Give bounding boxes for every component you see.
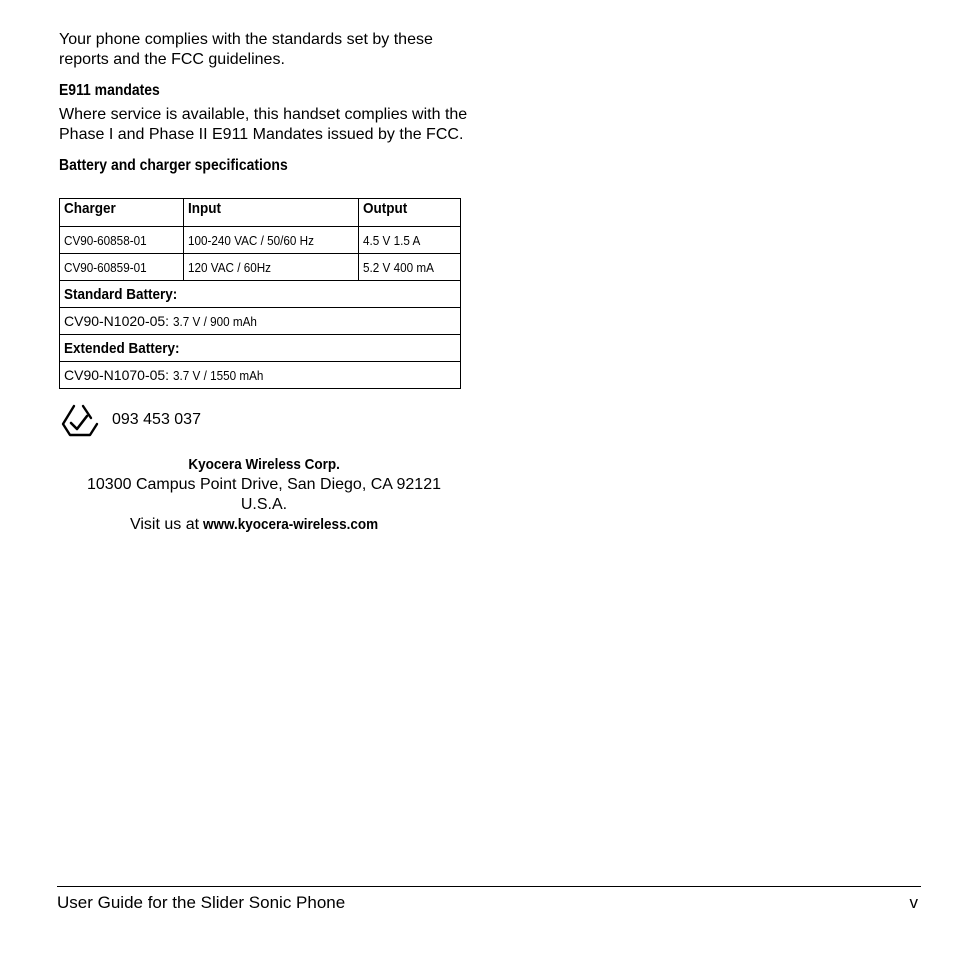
charger-input: 120 VAC / 60Hz [184, 254, 359, 281]
battery-charger-table [59, 198, 461, 389]
extended-battery-label-row [60, 335, 461, 362]
e911-heading: E911 mandates [59, 82, 160, 99]
standard-battery-label-row [60, 281, 461, 308]
extended-battery-row [60, 362, 461, 389]
website-link[interactable]: www.kyocera-wireless.com [203, 516, 379, 533]
footer-title: User Guide for the Slider Sonic Phone [57, 893, 346, 912]
table-header-row [60, 199, 461, 227]
standard-battery-label: Standard Battery: [60, 281, 461, 308]
page-number: v [909, 893, 918, 912]
table-row [60, 254, 461, 281]
column-header-input: Input [184, 199, 359, 227]
charger-input: 100-240 VAC / 50/60 Hz [184, 227, 359, 254]
standard-battery-spec: CV90-N1020-05: 3.7 V / 900 mAh [60, 308, 461, 335]
charger-model: CV90-60859-01 [60, 254, 184, 281]
visit-line [59, 515, 469, 535]
standard-battery-row [60, 308, 461, 335]
visit-prefix: Visit us at [129, 516, 204, 533]
company-street-address: 10300 Campus Point Drive, San Diego, CA 92121 [87, 476, 441, 493]
charger-output: 5.2 V 400 mA [359, 254, 461, 281]
content-column [59, 30, 469, 176]
intro-paragraph: Your phone complies with the standards set by these reports and the FCC guidelines. [59, 31, 433, 68]
charger-model: CV90-60858-01 [60, 227, 184, 254]
certification-row [60, 404, 360, 438]
extended-battery-spec: CV90-N1070-05: 3.7 V / 1550 mAh [60, 362, 461, 389]
company-country: U.S.A. [240, 496, 288, 513]
certification-number: 093 453 037 [112, 411, 201, 428]
table-row [60, 227, 461, 254]
column-header-charger: Charger [60, 199, 184, 227]
column-header-output: Output [359, 199, 461, 227]
footer-divider [57, 886, 921, 887]
company-address-block [59, 455, 469, 535]
charger-output: 4.5 V 1.5 A [359, 227, 461, 254]
e911-paragraph: Where service is available, this handset complies with the Phase I and Phase II E911 Mandates issued by the FCC. [59, 106, 468, 143]
extended-battery-label: Extended Battery: [60, 335, 461, 362]
specs-heading: Battery and charger specifications [59, 157, 288, 174]
c-tick-mark-icon [60, 404, 100, 438]
company-name: Kyocera Wireless Corp. [188, 456, 340, 473]
